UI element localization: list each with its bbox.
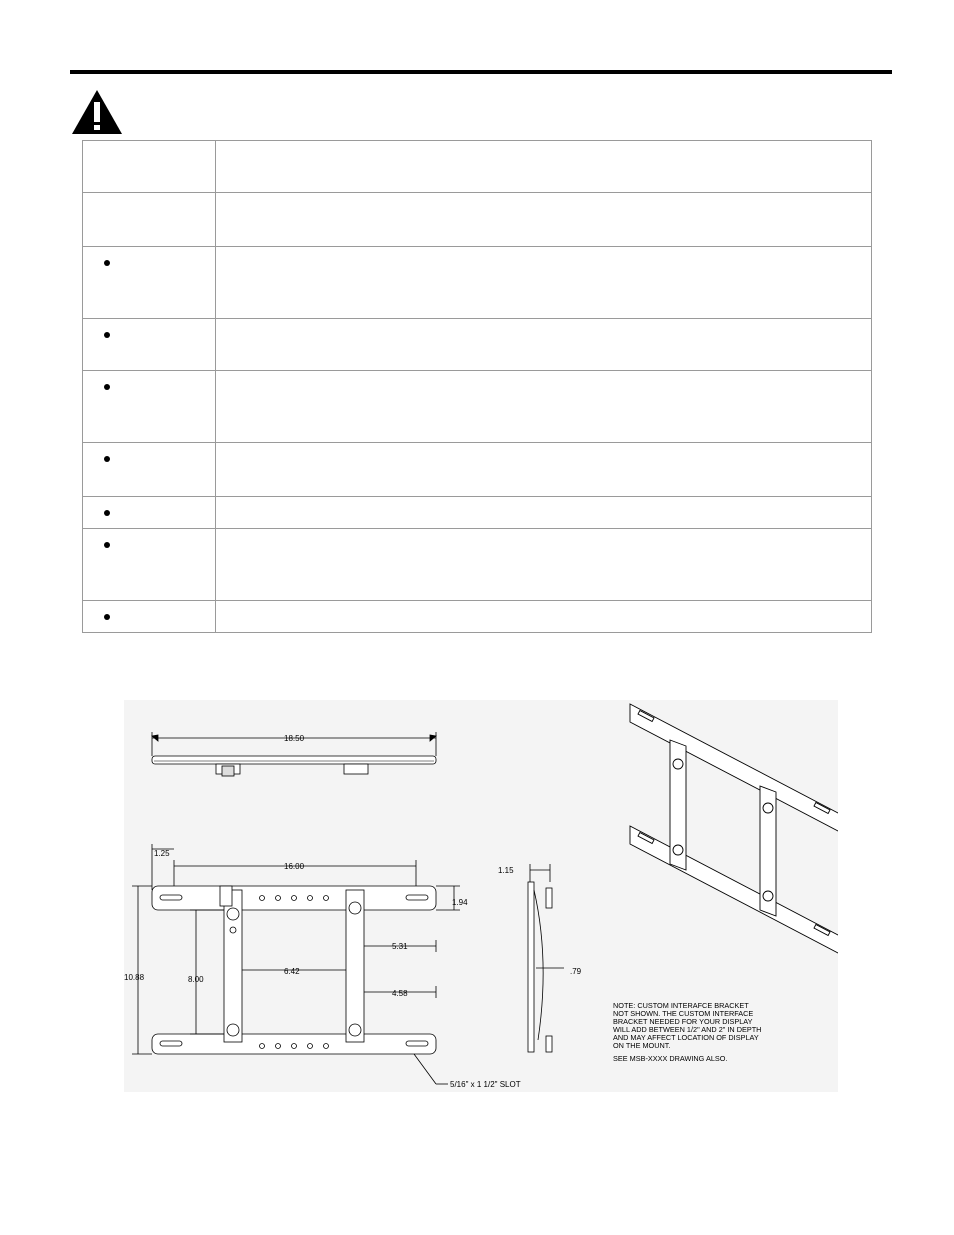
dim-arm-spacing: 6.42: [284, 967, 300, 976]
dim-left-offset: 1.25: [154, 849, 170, 858]
table-cell-text: [216, 529, 872, 601]
table-row: [83, 141, 872, 193]
see-also-note: SEE MSB-XXXX DRAWING ALSO.: [613, 1054, 728, 1063]
note-line: NOT SHOWN. THE CUSTOM INTERFACE: [613, 1009, 754, 1018]
bullet-icon: [104, 260, 110, 266]
dim-depth-mid: .79: [570, 967, 582, 976]
table-row: [83, 497, 872, 529]
note-line: ON THE MOUNT.: [613, 1041, 671, 1050]
table-cell-label: [83, 497, 216, 529]
mount-technical-drawing: [124, 700, 838, 1092]
note-line: BRACKET NEEDED FOR YOUR DISPLAY: [613, 1017, 753, 1026]
table-cell-text: [216, 247, 872, 319]
dim-depth-top: 1.15: [498, 866, 514, 875]
bullet-icon: [104, 614, 110, 620]
warning-triangle-icon: [70, 88, 124, 136]
table-cell-text: [216, 193, 872, 247]
table-cell-label: [83, 529, 216, 601]
isometric-view: [630, 704, 838, 954]
table-cell-label: [83, 601, 216, 633]
dim-arm-to-edge: 5.31: [392, 942, 408, 951]
table-cell-text: [216, 141, 872, 193]
bullet-icon: [104, 542, 110, 548]
table-cell-label: [83, 443, 216, 497]
dim-edge-height: 1.94: [452, 898, 468, 907]
table-cell-text: [216, 443, 872, 497]
bullet-icon: [104, 456, 110, 462]
table-cell-text: [216, 319, 872, 371]
table-cell-label: [83, 141, 216, 193]
dim-total-height: 10.88: [124, 973, 145, 982]
dim-top-width: 18.50: [284, 734, 305, 743]
dim-hole-span: 16.00: [284, 862, 305, 871]
dim-arm-to-edge-lower: 4.58: [392, 989, 408, 998]
table-row: [83, 601, 872, 633]
table-row: [83, 371, 872, 443]
table-cell-label: [83, 193, 216, 247]
table-cell-text: [216, 371, 872, 443]
table-row: [83, 529, 872, 601]
note-line: AND MAY AFFECT LOCATION OF DISPLAY: [613, 1033, 759, 1042]
table-cell-label: [83, 371, 216, 443]
table-row: [83, 443, 872, 497]
bullet-icon: [104, 332, 110, 338]
warning-table: [82, 140, 872, 633]
note-line: WILL ADD BETWEEN 1/2" AND 2" IN DEPTH: [613, 1025, 762, 1034]
table-row: [83, 319, 872, 371]
dim-slot: 5/16" x 1 1/2" SLOT: [450, 1080, 521, 1089]
note-line: NOTE: CUSTOM INTERAFCE BRACKET: [613, 1001, 749, 1010]
dim-arm-height: 8.00: [188, 975, 204, 984]
side-view: [528, 864, 564, 1052]
table-row: [83, 193, 872, 247]
table-cell-text: [216, 601, 872, 633]
front-view: [132, 844, 460, 1084]
table-cell-label: [83, 319, 216, 371]
custom-bracket-note: [613, 1002, 813, 1063]
bullet-icon: [104, 510, 110, 516]
table-cell-text: [216, 497, 872, 529]
top-rule: [70, 70, 892, 74]
table-row: [83, 247, 872, 319]
bullet-icon: [104, 384, 110, 390]
table-cell-label: [83, 247, 216, 319]
